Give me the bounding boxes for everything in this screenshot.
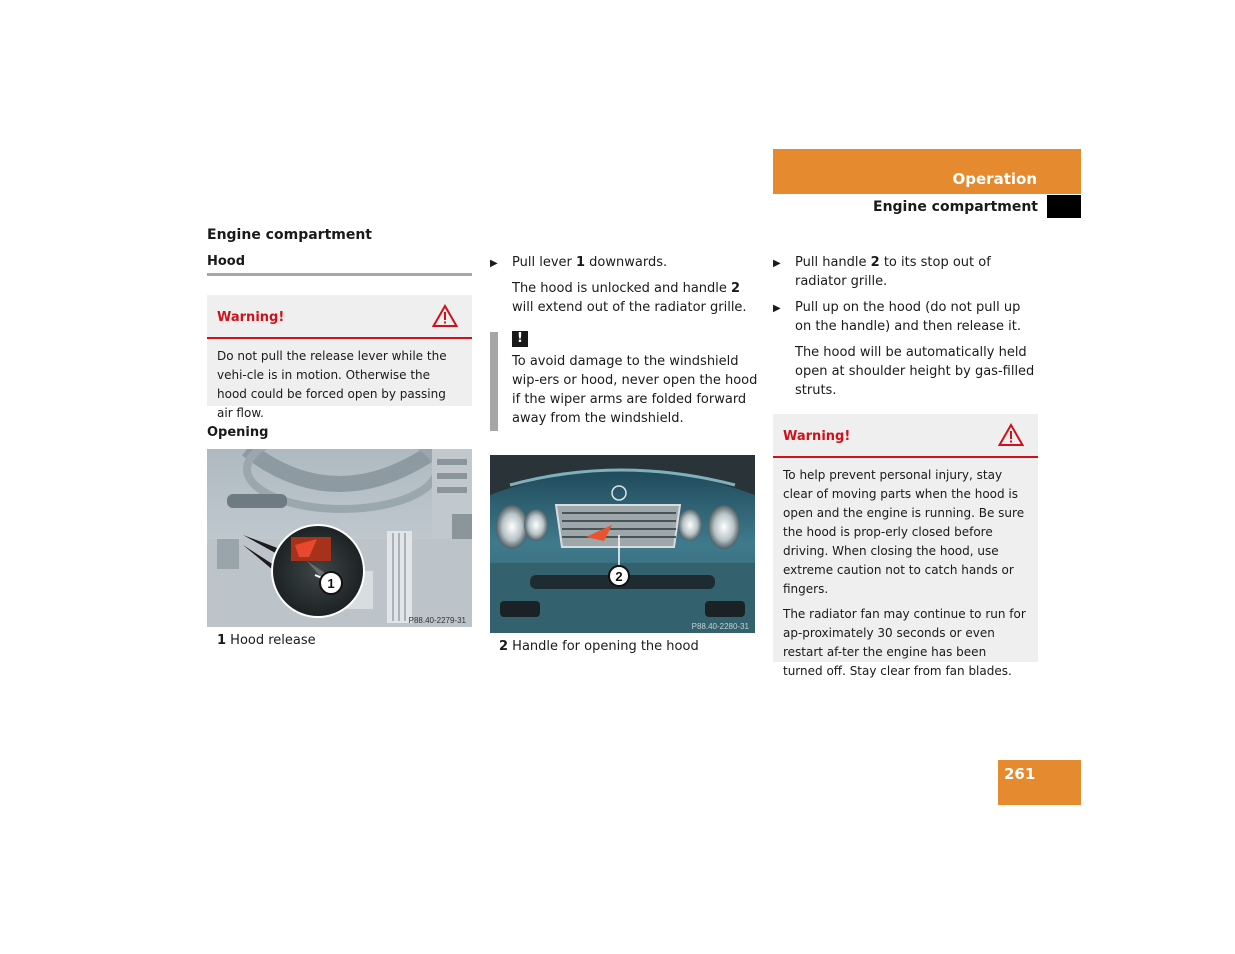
step-result: The hood will be automatically held open at shoulder height by gas-filled struts.	[795, 345, 1035, 398]
warning-paragraph: The radiator fan may continue to run for ap-proximately 30 seconds or even restart af-ter the engine has been turned off. Stay clear from fan blades.	[783, 607, 1026, 678]
note-text: To avoid damage to the windshield wip-ers or hood, never open the hood if the wiper arms are folded forward away from the windshield.	[512, 354, 758, 426]
warning-header	[773, 414, 1038, 458]
step-pull-handle	[795, 253, 1038, 291]
warning-triangle-icon	[998, 423, 1024, 447]
callout-2: 2	[615, 569, 623, 584]
bullet-icon: ▶	[773, 258, 781, 269]
radiator-grille-photo	[490, 455, 755, 633]
subsection-title: Engine compartment	[873, 199, 1038, 215]
figure-code: P88.40-2280-31	[691, 622, 749, 631]
caption-text: Handle for opening the hood	[508, 639, 699, 654]
opening-heading: Opening	[207, 425, 269, 440]
section-title: Operation	[952, 170, 1037, 188]
step-pull-hood: Pull up on the hood (do not pull up on the handle) and then release it.	[795, 300, 1021, 334]
bullet-icon: ▶	[773, 303, 781, 314]
figure2-caption	[499, 639, 699, 654]
warning-box-release	[207, 295, 472, 420]
warning-text	[773, 458, 1038, 681]
step-text: Pull handle	[795, 255, 871, 270]
result-text: will extend out of the radiator grille.	[512, 300, 747, 315]
hood-release-photo	[207, 449, 472, 627]
result-ref-number: 2	[731, 281, 741, 296]
note-exclamation-icon: !	[512, 331, 528, 347]
caption-number: 2	[499, 639, 509, 654]
callout-1: 1	[327, 576, 335, 591]
step-text: Pull lever	[512, 255, 576, 270]
section-tab	[773, 149, 1081, 194]
note-bar	[490, 332, 498, 431]
step-ref-number: 2	[870, 255, 880, 270]
warning-label: Warning!	[217, 310, 285, 325]
warning-box-injury	[773, 414, 1038, 678]
section-marker	[1047, 195, 1081, 218]
caption-text: Hood release	[226, 633, 316, 648]
warning-paragraph: To help prevent personal injury, stay clear of moving parts when the hood is open and the engine is running. Be sure the hood is prop-erly closed before driving. When closing the hood, use extreme caution not to catch hands or fingers.	[783, 468, 1025, 596]
warning-label: Warning!	[783, 429, 851, 444]
page-number: 261	[1004, 765, 1036, 783]
caption-number: 1	[217, 633, 227, 648]
warning-text: Do not pull the release lever while the vehi-cle is in motion. Otherwise the hood could be forced open by passing air flow.	[217, 349, 447, 420]
page-number-tab	[998, 760, 1081, 805]
page-title: Engine compartment	[207, 227, 372, 243]
step-pull-lever	[512, 253, 755, 272]
heading-rule	[207, 273, 472, 276]
step-ref-number: 1	[575, 255, 586, 270]
hood-heading: Hood	[207, 254, 246, 269]
bullet-icon: ▶	[490, 258, 498, 269]
warning-triangle-icon	[432, 304, 458, 328]
step-text: downwards.	[585, 255, 668, 270]
warning-header	[207, 295, 472, 339]
figure1-caption	[217, 633, 316, 648]
step-result	[512, 279, 755, 317]
result-text: The hood is unlocked and handle	[512, 281, 732, 296]
figure-code: P88.40-2279-31	[408, 616, 466, 625]
step-text: to its stop out of radiator grille.	[795, 255, 991, 289]
